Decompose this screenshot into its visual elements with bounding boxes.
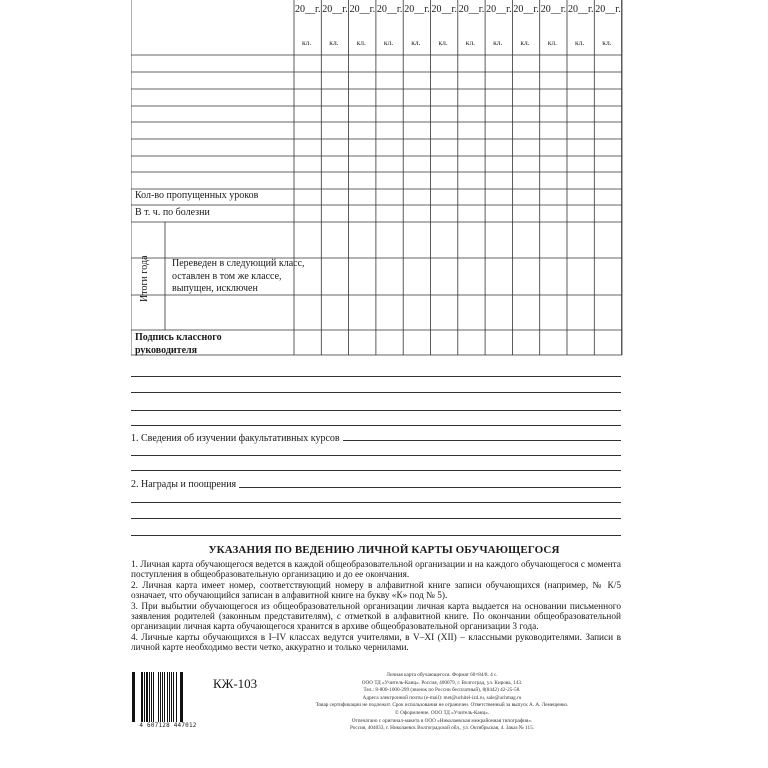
imprint-line: Товар сертификации не подлежит. Срок использования не ограничен. Ответственный за выпуск А. А. Лемещенко. [315,702,569,709]
imprint-line: Россия, 404033, г. Николаевск Волгоградской обл., ул. Октябрьская, 4. Заказ № 115. [349,725,535,732]
year-header: 20__г. [295,4,321,15]
writing-line [131,410,621,411]
class-label: кл. [438,38,448,47]
year-header: 20__г. [349,4,376,15]
signature-line: Подпись классного [135,332,222,343]
year-header: 20__г. [404,4,430,15]
transfer-status-line: выпущен, исключен [172,283,258,294]
class-label: кл. [493,38,503,47]
electives-label: 1. Сведения об изучении факультативных курсов [131,433,343,444]
signature-line: руководителя [135,344,198,356]
transfer-status-label [172,258,305,296]
class-label: кл. [602,38,612,47]
barcode-bars [132,672,204,722]
writing-line [131,535,621,536]
class-label: кл. [465,38,476,47]
class-label: кл. [520,38,530,47]
awards-label: 2. Награды и поощрения [131,479,239,490]
class-label: кл. [383,38,394,47]
transfer-status-line: Переведен в следующий класс, [172,258,305,269]
missed-lessons-label: Кол-во пропущенных уроков [135,190,259,201]
writing-line [131,376,621,377]
writing-line [131,518,621,519]
imprint-line: Тел.: 8-800-1000-299 (звонок по России бесплатный), 8(8442) 42-25-58. [363,687,521,694]
imprint-line: ООО ТД «Учитель-Канц». Россия, 400079, г. Волгоград, ул. Кирова, 143. [361,679,523,686]
imprint-line: Личная карта обучающегося. Формат 60×84/8. 4 с. [386,672,498,678]
instruction-item: 4. Личные карты обучающихся в I–IV классах ведутся учителями, в V–XI (XII) – классными руководителями. Записи в личной карте необходимо вести четко, аккуратно и только чернилами. [131,632,621,654]
class-label: кл. [547,38,557,47]
instructions-text [131,560,621,654]
year-results-label: Итоги года [139,255,150,302]
transfer-status-line: оставлен в том же классе, [172,270,282,282]
imprint-line: Отпечатано с оригинал-макета в ООО «Николаевская межрайонная типография». [351,717,533,724]
instructions-title: УКАЗАНИЯ ПО ВЕДЕНИЮ ЛИЧНОЙ КАРТЫ ОБУЧАЮЩЕГОСЯ [208,544,560,556]
instruction-item: 3. При выбытии обучающегося из общеобразовательной организации личная карта выдается на основании письменного заявления родителей (законным представителям), с отметкой в алфавитной книге. По окончании общеобразовательной организации личная карта обучающегося хранится в архиве общеобразовательной организации 3 года. [131,601,621,633]
imprint-line: © Оформление. ООО ТД «Учитель-Канц». [394,709,490,716]
year-header: 20__г. [431,4,457,15]
year-header: 20__г. [568,4,594,15]
year-header: 20__г. [595,4,621,15]
class-label: кл. [329,38,339,47]
year-header: 20__г. [458,4,485,15]
year-header: 20__г. [513,4,539,15]
class-label: кл. [302,38,312,47]
writing-line [131,392,621,393]
product-code: КЖ-103 [213,676,258,691]
barcode-digits: 4 607128 447012 [139,722,197,729]
teacher-signature-label [135,332,222,357]
illness-label: В т. ч. по болезни [135,207,210,218]
grade-table-grid [131,0,623,358]
publisher-imprint [268,672,616,733]
class-label: кл. [411,38,421,47]
year-header: 20__г. [540,4,567,15]
barcode-bar [183,672,185,722]
imprint-line: Адреса электронной почты (e-mail): met@uchitel-izd.ru, sale@uchmag.ru [362,694,522,701]
barcode [132,672,204,734]
writing-line [131,470,621,471]
writing-line [131,502,621,503]
instruction-item: 1. Личная карта обучающегося ведется в каждой общеобразовательной организации и на каждого обучающегося с момента поступления в общеобразовательную организацию и до ее окончания. [131,560,621,581]
class-label: кл. [575,38,585,47]
writing-line [131,425,621,426]
year-header: 20__г. [376,4,403,15]
year-header: 20__г. [486,4,512,15]
grade-table [131,0,623,358]
writing-line [131,455,621,456]
year-header: 20__г. [322,4,348,15]
instruction-item: 2. Личная карта имеет номер, соответствующий номеру в алфавитной книге записи обучающихся (например, № К/5 означает, что обучающийся записан в алфавитной книге на букву «К» под № 5). [131,580,621,602]
class-label: кл. [356,38,366,47]
